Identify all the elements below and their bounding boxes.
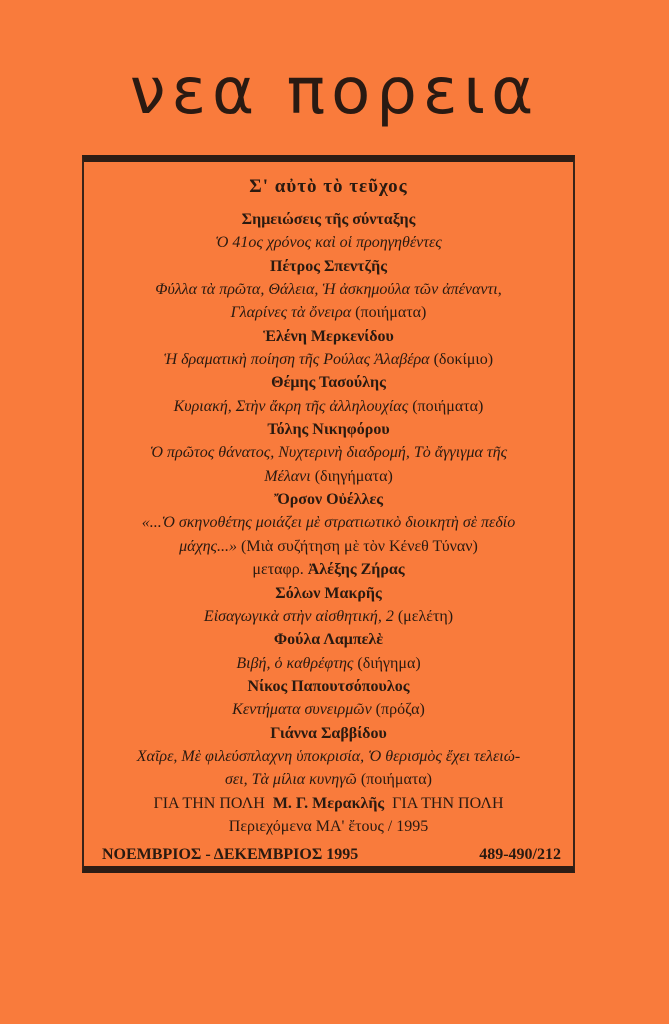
work-title: σει, Τὰ μίλια κυνηγῶ [224, 771, 361, 789]
contents-line [84, 628, 573, 651]
contents-line [84, 348, 573, 371]
work-title: Εἰσαγωγικὰ στὴν αἰσθητική, 2 [203, 607, 398, 625]
work-title: «...Ὁ σκηνοθέτης μοιάζει μὲ στρατιωτικὸ διοικητὴ σὲ πεδίο [141, 514, 516, 532]
contents-line [84, 418, 573, 441]
contents-list [84, 208, 573, 838]
contents-line [84, 371, 573, 394]
note-text: μεταφρ. [252, 561, 308, 579]
issue-number: 489-490/212 [479, 846, 561, 863]
work-title: Κυριακή, Στὴν ἄκρη τῆς ἀλληλουχίας [173, 397, 413, 415]
work-title: Ὁ πρῶτος θάνατος, Νυχτερινὴ διαδρομή, Τὸ ἄγγιγμα τῆς [149, 444, 508, 462]
work-title: Μέλανι [264, 467, 315, 485]
contents-line [84, 722, 573, 745]
author-name: Γιάννα Σαββίδου [270, 724, 387, 742]
author-name: Σόλων Μακρῆς [275, 584, 382, 602]
issue-date: ΝΟΕΜΒΡΙΟΣ - ΔΕΚΕΜΒΡΙΟΣ 1995 [102, 846, 359, 863]
contents-line [84, 535, 573, 558]
author-name: Σημειώσεις τῆς σύνταξης [241, 211, 416, 228]
note-text: (ποιήματα) [412, 397, 484, 415]
author-name: Τόλης Νικηφόρου [267, 421, 390, 439]
contents-line [84, 465, 573, 488]
contents-line [84, 441, 573, 464]
note-text: Περιεχόμενα ΜΑ' ἔτους / 1995 [228, 817, 429, 835]
author-name: Πέτρος Σπεντζῆς [270, 257, 387, 275]
author-name: Ἑλένη Μερκενίδου [263, 327, 394, 345]
note-text: (μελέτη) [397, 607, 454, 625]
note-text: (δοκίμιο) [433, 351, 494, 369]
note-text: ΓΙΑ ΤΗΝ ΠΟΛΗ [153, 794, 273, 812]
note-text: (διήγημα) [357, 654, 421, 672]
contents-line [84, 815, 573, 838]
note-text: (Μιὰ συζήτηση μὲ τὸν Κένεθ Τύναν) [241, 537, 478, 555]
contents-line [84, 582, 573, 605]
work-title: Φύλλα τὰ πρῶτα, Θάλεια, Ἡ ἀσκημούλα τῶν ἀπέναντι, [155, 281, 502, 299]
author-name: Φούλα Λαμπελὲ [273, 631, 384, 649]
contents-line [84, 558, 573, 581]
cover-footer [102, 846, 561, 864]
work-title: Ἡ δραματικὴ ποίηση τῆς Ρούλας Ἀλαβέρα [163, 351, 434, 369]
contents-box [82, 155, 575, 873]
note-text: (πρόζα) [375, 701, 425, 719]
note-text: (διηγήματα) [314, 467, 393, 485]
masthead-title: νεα πορεια [129, 55, 540, 129]
contents-line [84, 395, 573, 418]
contents-line [84, 301, 573, 324]
work-title: Γλαρίνες τὰ ὄνειρα [230, 304, 356, 322]
author-name: Ἀλέξης Ζήρας [307, 561, 405, 579]
work-title: Ὁ 41ος χρόνος καὶ οἱ προηγηθέντες [215, 234, 442, 252]
work-title: Κεντήματα συνειρμῶν [232, 701, 376, 719]
contents-line [84, 698, 573, 721]
contents-line [84, 278, 573, 301]
author-name: Νίκος Παπουτσόπουλος [247, 677, 410, 695]
contents-line [84, 652, 573, 675]
author-name: Μ. Γ. Μερακλῆς [272, 794, 385, 812]
contents-line [84, 768, 573, 791]
contents-heading: Σ' αὐτὸ τὸ τεῦχος [249, 176, 408, 197]
author-name: Ὄρσον Οὐέλλες [273, 491, 384, 509]
work-title: μάχης...» [179, 537, 242, 555]
note-text: (ποιήματα) [360, 771, 433, 789]
note-text: (ποιήματα) [355, 304, 427, 322]
contents-line [84, 605, 573, 628]
contents-line [84, 675, 573, 698]
contents-line [84, 792, 573, 815]
contents-line [84, 745, 573, 768]
contents-line [84, 325, 573, 348]
author-name: Θέμης Τασούλης [271, 374, 386, 392]
contents-line [84, 488, 573, 511]
contents-line [84, 231, 573, 254]
note-text: ΓΙΑ ΤΗΝ ΠΟΛΗ [384, 794, 504, 812]
work-title: Βιβή, ὁ καθρέφτης [236, 654, 358, 672]
contents-line [84, 208, 573, 231]
contents-line [84, 511, 573, 534]
contents-line [84, 255, 573, 278]
work-title: Χαῖρε, Μὲ φιλεύσπλαχνη ὑποκρισία, Ὁ θερισμὸς ἔχει τελειώ- [136, 747, 521, 765]
